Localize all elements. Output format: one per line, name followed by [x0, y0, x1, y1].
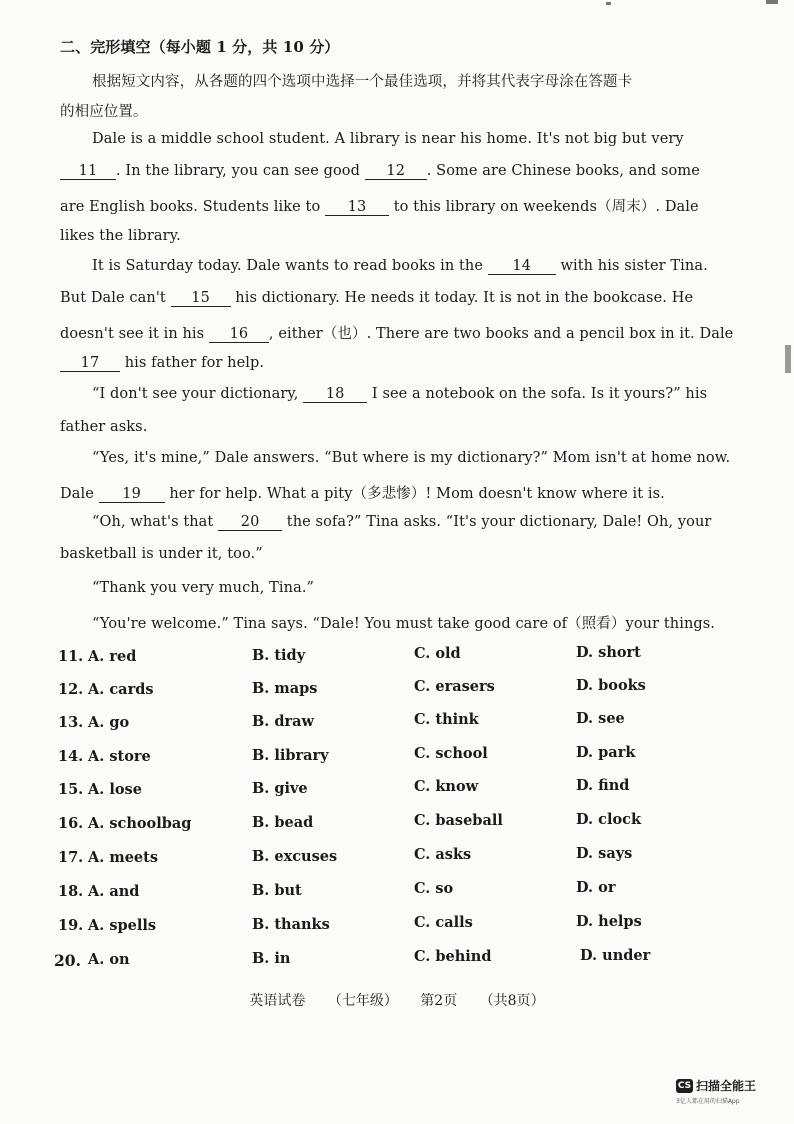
option-a: A. on	[88, 951, 130, 968]
instruction-line-2: 的相应位置。	[60, 104, 148, 120]
passage-line: But Dale can't 15 his dictionary. He needs it today. It is not in the bookcase. He	[60, 290, 694, 306]
option-c: C. baseball	[414, 812, 503, 829]
blank-16: 16	[209, 326, 269, 343]
option-b: B. maps	[252, 680, 318, 697]
passage-line: Dale 19 her for help. What a pity（多悲惨）! Mom doesn't know where it is.	[60, 486, 665, 502]
passage-line: “You're welcome.” Tina says. “Dale! You must take good care of（照看）your things.	[92, 616, 716, 632]
option-b: B. in	[252, 950, 291, 967]
option-a: A. red	[88, 648, 137, 665]
blank-14: 14	[488, 258, 556, 275]
option-c: C. asks	[414, 846, 472, 863]
question-number: 20.	[54, 951, 81, 970]
question-number: 12.	[58, 681, 84, 698]
blank-17: 17	[60, 355, 120, 372]
option-d: D. says	[576, 845, 633, 862]
passage-line: Dale is a middle school student. A library is near his home. It's not big but very	[92, 131, 684, 147]
option-c: C. think	[414, 711, 479, 728]
section-title: 二、完形填空（每小题 1 分，共 10 分）	[60, 38, 340, 56]
blank-20: 20	[218, 514, 282, 531]
blank-11: 11	[60, 163, 116, 180]
passage-line: “Yes, it's mine,” Dale answers. “But where is my dictionary?” Mom isn't at home now.	[92, 450, 731, 466]
option-b: B. draw	[252, 713, 315, 730]
blank-15: 15	[171, 290, 231, 307]
option-a: A. schoolbag	[88, 815, 192, 832]
option-c: C. erasers	[414, 678, 495, 695]
scan-edge-mark	[766, 0, 778, 4]
passage-line: doesn't see it in his 16 , either（也）. There are two books and a pencil box in it. Dale	[60, 326, 734, 342]
blank-13: 13	[325, 199, 389, 216]
option-b: B. but	[252, 882, 302, 899]
passage-line: “Oh, what's that 20 the sofa?” Tina asks. “It's your dictionary, Dale! Oh, your	[92, 514, 712, 530]
passage-line: It is Saturday today. Dale wants to read books in the 14 with his sister Tina.	[92, 258, 708, 274]
option-d: D. under	[580, 947, 651, 964]
question-number: 16.	[58, 815, 84, 832]
option-d: D. short	[576, 644, 641, 661]
option-c: C. school	[414, 745, 488, 762]
option-b: B. tidy	[252, 647, 306, 664]
passage-line: likes the library.	[60, 228, 181, 244]
option-d: D. books	[576, 677, 646, 694]
question-number: 19.	[58, 917, 84, 934]
option-a: A. cards	[88, 681, 154, 698]
scanner-tagline: 3亿人都在用的扫描App	[676, 1098, 740, 1105]
option-a: A. meets	[88, 849, 159, 866]
scan-edge-mark	[606, 2, 611, 5]
option-d: D. see	[576, 710, 625, 727]
footer-page: 第2页	[420, 993, 458, 1009]
option-a: A. go	[88, 714, 130, 731]
passage-line: 11 . In the library, you can see good 12 . Some are Chinese books, and some	[60, 163, 700, 180]
scan-edge-mark	[785, 345, 791, 373]
camscanner-logo-icon: CS	[677, 1080, 692, 1091]
scanner-app-name: 扫描全能王	[696, 1079, 757, 1093]
option-c: C. behind	[414, 948, 492, 965]
option-a: A. store	[88, 748, 151, 765]
option-b: B. excuses	[252, 848, 338, 865]
passage-line: basketball is under it, too.”	[60, 546, 263, 562]
option-a: A. lose	[88, 781, 142, 798]
passage-line: father asks.	[60, 419, 148, 435]
page-footer	[0, 990, 794, 1010]
option-b: B. give	[252, 780, 308, 797]
question-number: 13.	[58, 714, 84, 731]
scanner-watermark	[676, 1075, 756, 1105]
footer-total: （共8页）	[479, 993, 545, 1009]
option-d: D. find	[576, 777, 630, 794]
option-d: D. clock	[576, 811, 642, 828]
option-a: A. spells	[88, 917, 157, 934]
option-b: B. thanks	[252, 916, 330, 933]
option-d: D. helps	[576, 913, 642, 930]
question-number: 14.	[58, 748, 84, 765]
option-b: B. bead	[252, 814, 314, 831]
blank-12: 12	[365, 163, 427, 180]
question-number: 15.	[58, 781, 84, 798]
question-number: 11.	[58, 648, 84, 665]
passage-line: 17 his father for help.	[60, 355, 264, 372]
instruction-line-1: 根据短文内容，从各题的四个选项中选择一个最佳选项，并将其代表字母涂在答题卡	[92, 74, 633, 90]
passage-line: “I don't see your dictionary, 18 I see a notebook on the sofa. Is it yours?” his	[92, 386, 708, 402]
passage-line: are English books. Students like to 13 to this library on weekends（周末）. Dale	[60, 199, 699, 215]
footer-grade: （七年级）	[327, 993, 398, 1009]
option-d: D. or	[576, 879, 616, 896]
footer-subject: 英语试卷	[249, 993, 306, 1009]
blank-18: 18	[303, 386, 367, 403]
option-d: D. park	[576, 744, 636, 761]
option-c: C. calls	[414, 914, 473, 931]
passage-line: “Thank you very much, Tina.”	[92, 580, 315, 596]
question-number: 18.	[58, 883, 84, 900]
blank-19: 19	[99, 486, 165, 503]
option-c: C. old	[414, 645, 461, 662]
option-c: C. so	[414, 880, 454, 897]
option-a: A. and	[88, 883, 140, 900]
question-number: 17.	[58, 849, 84, 866]
option-b: B. library	[252, 747, 329, 764]
option-c: C. know	[414, 778, 479, 795]
